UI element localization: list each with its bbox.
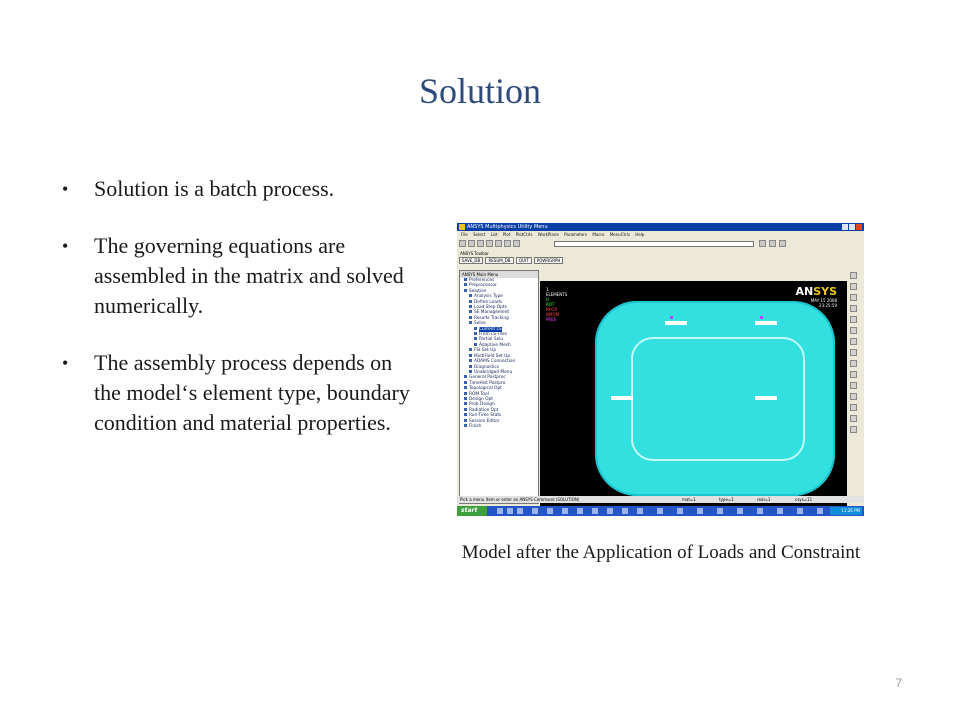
legend-nmom: NMOM <box>546 312 560 317</box>
taskbar-app-icon[interactable] <box>757 508 763 514</box>
main-menu-item-label: Design Opt <box>469 396 493 402</box>
taskbar-app-icon[interactable] <box>637 508 643 514</box>
main-menu-tree <box>460 278 538 429</box>
resume-db-button[interactable]: RESUM_DB <box>485 257 513 264</box>
tree-node-icon <box>464 386 467 389</box>
main-menu-item-label: Preprocessor <box>469 283 497 289</box>
tree-node-icon <box>464 424 467 427</box>
bullet-dot-icon: • <box>62 353 69 373</box>
tree-node-icon <box>464 289 467 292</box>
tree-node-icon <box>469 310 472 313</box>
taskbar-app-icon[interactable] <box>677 508 683 514</box>
bullet-text: Solution is a batch process. <box>94 176 335 201</box>
main-menu-item-label: FSI Set Up <box>474 348 497 354</box>
main-menu-item-label: TimeHist Postpro <box>469 380 506 386</box>
tree-node-icon <box>464 381 467 384</box>
main-menu-item-label: Unabridged Menu <box>474 369 513 375</box>
load-marker <box>670 316 673 319</box>
status-csys: csys=11 <box>795 497 813 502</box>
main-menu-item-label: Finish <box>469 423 482 429</box>
zoom-box-icon[interactable] <box>850 360 857 367</box>
main-menu-item-label: Radiation Opt <box>469 407 499 413</box>
dynamic-mode-icon[interactable] <box>850 426 857 433</box>
main-menu-item-label: SE Management <box>474 310 510 316</box>
tree-node-icon <box>469 316 472 319</box>
main-menu-item[interactable] <box>460 424 538 429</box>
bullet-item <box>62 348 412 438</box>
zoom-icon[interactable] <box>850 349 857 356</box>
status-real: real=1 <box>757 497 771 502</box>
menu-parameters[interactable]: Parameters <box>564 232 588 237</box>
toolbar-button-row <box>459 257 564 264</box>
status-bar <box>457 496 864 503</box>
raise-hidden-icon[interactable] <box>769 240 776 247</box>
pan-zoom-icon[interactable] <box>486 240 493 247</box>
reset-picking-icon[interactable] <box>779 240 786 247</box>
taskbar-app-icon[interactable] <box>657 508 663 514</box>
main-menu-item-label: Load Step Opts <box>474 305 507 311</box>
main-menu-item-label: Results Tracking <box>474 315 509 321</box>
maximize-icon[interactable] <box>849 224 855 230</box>
ansys-brand <box>795 285 837 298</box>
tree-node-icon <box>469 348 472 351</box>
menu-list[interactable]: List <box>490 232 498 237</box>
bullet-item <box>62 174 412 204</box>
tree-node-icon <box>464 397 467 400</box>
icon-toolbar <box>459 240 862 249</box>
plot-legend <box>546 287 567 322</box>
taskbar-app-icon[interactable] <box>717 508 723 514</box>
menu-select[interactable]: Select <box>472 232 486 237</box>
plot-type: ELEMENTS <box>546 292 568 297</box>
window-titlebar <box>457 223 864 231</box>
taskbar-app-icon[interactable] <box>697 508 703 514</box>
menu-help[interactable]: Help <box>635 232 645 237</box>
tree-node-icon <box>464 413 467 416</box>
bullet-text: The governing equations are assembled in the matrix and solved numerically. <box>94 233 404 318</box>
slide-title: Solution <box>418 71 542 111</box>
main-menu-item-label: MultiField Set Up <box>474 353 511 359</box>
main-menu-panel <box>459 270 539 504</box>
taskbar-app-icon[interactable] <box>517 508 523 514</box>
bullet-item <box>62 231 412 321</box>
save-icon[interactable] <box>477 240 484 247</box>
view-front-icon[interactable] <box>850 283 857 290</box>
toolbar-label: ANSYS Toolbar <box>460 251 489 256</box>
view-top-icon[interactable] <box>850 294 857 301</box>
windows-taskbar <box>457 506 864 516</box>
taskbar-app-icon[interactable] <box>622 508 628 514</box>
tree-node-icon <box>464 392 467 395</box>
main-menu-item-label: General Postproc <box>469 375 506 381</box>
legend-rot: ROT <box>546 302 555 307</box>
view-bottom-icon[interactable] <box>850 338 857 345</box>
tree-node-icon <box>464 278 467 281</box>
plot-date: MAY 15 2008 <box>810 298 837 303</box>
status-prompt: Pick a menu item or enter an ANSYS Command (SOLUTION) <box>460 497 580 502</box>
main-menu-item-label: Session Editor <box>469 418 500 424</box>
menu-file[interactable]: File <box>461 232 468 237</box>
main-menu-item-label: Current LS <box>479 326 502 332</box>
tree-node-icon <box>469 370 472 373</box>
image-capture-icon[interactable] <box>495 240 502 247</box>
main-menu-title: ANSYS Main Menu <box>460 271 538 278</box>
tree-node-icon <box>469 294 472 297</box>
legend-u: U <box>546 297 549 302</box>
open-file-icon[interactable] <box>468 240 475 247</box>
window-title: ANSYS Multiphysics Utility Menu <box>467 224 548 230</box>
meshed-model <box>595 301 835 496</box>
load-marker <box>760 316 763 319</box>
taskbar-app-icon[interactable] <box>737 508 743 514</box>
tree-node-icon <box>464 419 467 422</box>
graphics-window[interactable] <box>540 281 847 506</box>
menu-plot[interactable]: Plot <box>502 232 511 237</box>
help-icon[interactable] <box>513 240 520 247</box>
bullet-dot-icon: • <box>62 179 69 199</box>
ansys-logo-icon <box>459 224 465 230</box>
tree-node-icon <box>464 375 467 378</box>
main-menu-item-label: Run-Time Stats <box>469 413 502 419</box>
constraint-marker <box>755 396 777 400</box>
legend-nfor: NFOR <box>546 307 558 312</box>
main-menu-item-label: Solution <box>469 288 487 294</box>
menu-menuctrls[interactable]: MenuCtrls <box>609 232 630 237</box>
tree-node-icon <box>464 408 467 411</box>
main-menu-item-label: Adaptive Mesh <box>479 342 511 348</box>
view-toolbar <box>848 270 862 504</box>
minimize-icon[interactable] <box>842 224 848 230</box>
tree-node-icon <box>469 359 472 362</box>
tree-node-icon <box>469 321 472 324</box>
main-menu-item-label: Prob Design <box>469 402 495 408</box>
main-menu-item-label: ROM Tool <box>469 391 489 397</box>
start-button[interactable]: start <box>457 506 487 516</box>
main-menu-item-label: Diagnostics <box>474 364 499 370</box>
tree-node-icon <box>469 365 472 368</box>
view-left-icon[interactable] <box>850 327 857 334</box>
quit-button[interactable]: QUIT <box>516 257 532 264</box>
page-number: 7 <box>895 676 902 690</box>
pan-icon[interactable] <box>850 415 857 422</box>
taskbar-app-icon[interactable] <box>547 508 553 514</box>
bullet-text: The assembly process depends on the model‘s element type, boundary condition and material properties. <box>94 350 410 435</box>
menu-workplane[interactable]: WorkPlane <box>537 232 559 237</box>
taskbar-app-icon[interactable] <box>497 508 503 514</box>
menu-macro[interactable]: Macro <box>592 232 605 237</box>
taskbar-app-icon[interactable] <box>577 508 583 514</box>
view-back-icon[interactable] <box>850 305 857 312</box>
tree-node-icon <box>469 300 472 303</box>
main-menu-item-label: ADAMS Connection <box>474 359 516 365</box>
bullet-list <box>62 174 412 465</box>
tree-node-icon <box>464 283 467 286</box>
ansys-screenshot <box>457 223 864 516</box>
model-inner-edge <box>631 337 805 461</box>
rotate-icon[interactable] <box>850 404 857 411</box>
taskbar-app-icon[interactable] <box>562 508 568 514</box>
zoom-out-icon[interactable] <box>850 382 857 389</box>
save-db-button[interactable]: SAVE_DB <box>459 257 483 264</box>
constraint-marker <box>611 396 633 400</box>
tree-node-icon <box>469 354 472 357</box>
close-icon[interactable] <box>856 224 862 230</box>
taskbar-clock: 11:26 PM <box>830 507 862 515</box>
brand-sys: SYS <box>813 285 837 298</box>
status-type: type=1 <box>719 497 734 502</box>
taskbar-app-icon[interactable] <box>797 508 803 514</box>
constraint-marker <box>665 321 687 325</box>
main-menu-item-label: Topological Opt <box>469 386 502 392</box>
powergraph-button[interactable]: POWRGRPH <box>534 257 564 264</box>
main-menu-item-label: Define Loads <box>474 299 502 305</box>
tree-node-icon <box>469 305 472 308</box>
main-menu-item-label: From LS Files <box>479 332 507 338</box>
taskbar-app-icon[interactable] <box>507 508 513 514</box>
view-right-icon[interactable] <box>850 316 857 323</box>
taskbar-app-icon[interactable] <box>592 508 598 514</box>
main-menu-item-label: Solve <box>474 321 486 327</box>
menu-plotctrls[interactable]: PlotCtrls <box>515 232 533 237</box>
new-file-icon[interactable] <box>459 240 466 247</box>
bullet-dot-icon: • <box>62 236 69 256</box>
fit-view-icon[interactable] <box>850 393 857 400</box>
command-input[interactable] <box>554 241 754 247</box>
tree-node-icon <box>474 337 477 340</box>
brand-an: AN <box>795 285 814 298</box>
view-iso-icon[interactable] <box>850 272 857 279</box>
tree-node-icon <box>474 343 477 346</box>
zoom-in-icon[interactable] <box>850 371 857 378</box>
taskbar-app-icon[interactable] <box>777 508 783 514</box>
status-mat: mat=1 <box>682 497 696 502</box>
plot-time: 23:25:59 <box>819 303 837 308</box>
taskbar-app-icon[interactable] <box>532 508 538 514</box>
tree-node-icon <box>464 402 467 405</box>
tree-node-icon <box>474 327 477 330</box>
main-menu-item-label: Preferences <box>469 278 495 283</box>
command-dropdown-icon[interactable] <box>759 240 766 247</box>
legend-pres: PRES <box>546 317 557 322</box>
image-caption: Model after the Application of Loads and Constraint <box>461 542 861 563</box>
taskbar-app-icon[interactable] <box>817 508 823 514</box>
utility-menubar <box>457 232 864 239</box>
constraint-marker <box>755 321 777 325</box>
plot-number: 1 <box>546 287 549 292</box>
main-menu-item-label: Analysis Type <box>474 294 503 300</box>
taskbar-app-icon[interactable] <box>607 508 613 514</box>
main-menu-item-label: Partial Solu <box>479 337 504 343</box>
report-icon[interactable] <box>504 240 511 247</box>
tree-node-icon <box>474 332 477 335</box>
